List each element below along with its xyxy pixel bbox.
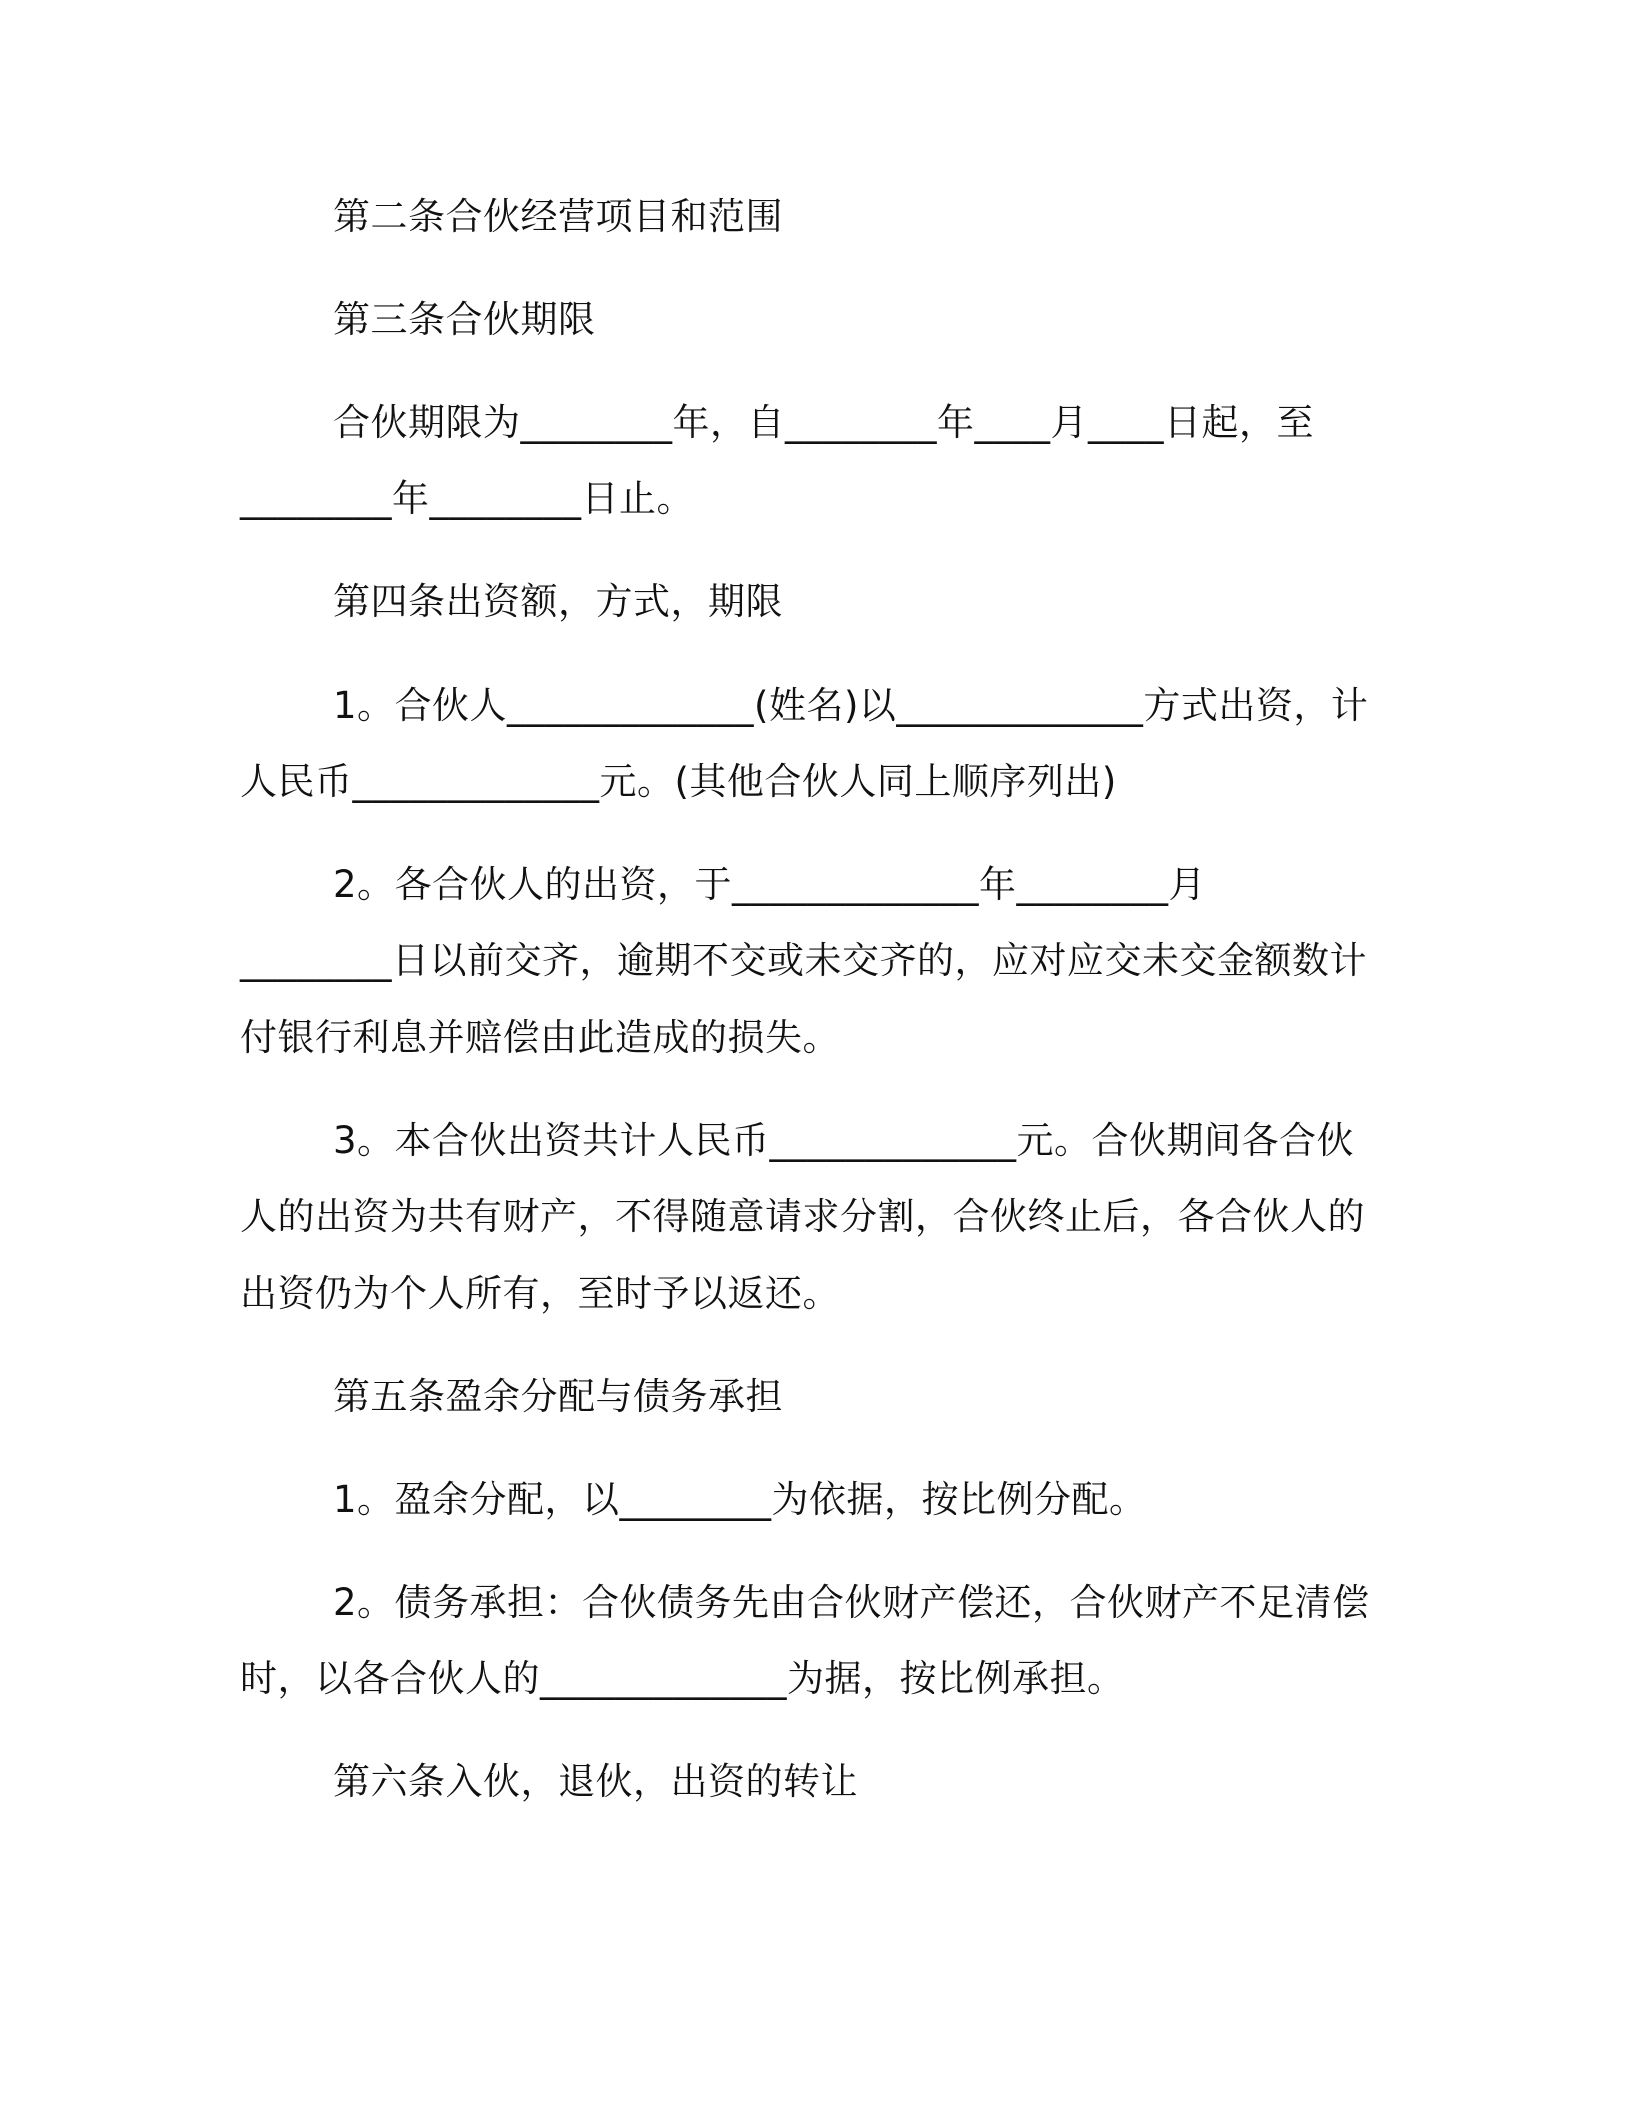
article-4-item-1-line-2: 人民币_____________元。(其他合伙人同上顺序列出) [240,760,1117,803]
article-5-item-2-line-1: 2。债务承担：合伙债务先由合伙财产偿还，合伙财产不足清偿 [333,1581,1370,1624]
article-4-item-1-line-1: 1。合伙人_____________(姓名)以_____________方式出资，计 [333,684,1369,727]
article-4-heading: 第四条出资额，方式，期限 [333,580,783,623]
article-4-item-2-line-3: 付银行利息并赔偿由此造成的损失。 [240,1016,840,1059]
article-3-paragraph-line-1: 合伙期限为________年，自________年____月____日起，至 [333,401,1314,444]
article-3-paragraph-line-2: ________年________日止。 [240,477,694,520]
article-5-item-2-line-2: 时，以各合伙人的_____________为据，按比例承担。 [240,1657,1125,1700]
article-3-heading: 第三条合伙期限 [333,298,596,341]
article-6-heading: 第六条入伙，退伙，出资的转让 [333,1760,858,1803]
article-5-item-1-line-1: 1。盈余分配，以________为依据，按比例分配。 [333,1478,1147,1521]
article-4-item-2-line-1: 2。各合伙人的出资，于_____________年________月 [333,863,1207,906]
article-4-item-2-line-2: ________日以前交齐，逾期不交或未交齐的，应对应交未交金额数计 [240,939,1367,982]
article-2-heading: 第二条合伙经营项目和范围 [333,195,783,238]
article-4-item-3-line-2: 人的出资为共有财产，不得随意请求分割，合伙终止后，各合伙人的 [240,1195,1365,1238]
article-4-item-3-line-1: 3。本合伙出资共计人民币_____________元。合伙期间各合伙 [333,1119,1355,1162]
article-5-heading: 第五条盈余分配与债务承担 [333,1375,783,1418]
article-4-item-3-line-3: 出资仍为个人所有，至时予以返还。 [240,1272,840,1315]
